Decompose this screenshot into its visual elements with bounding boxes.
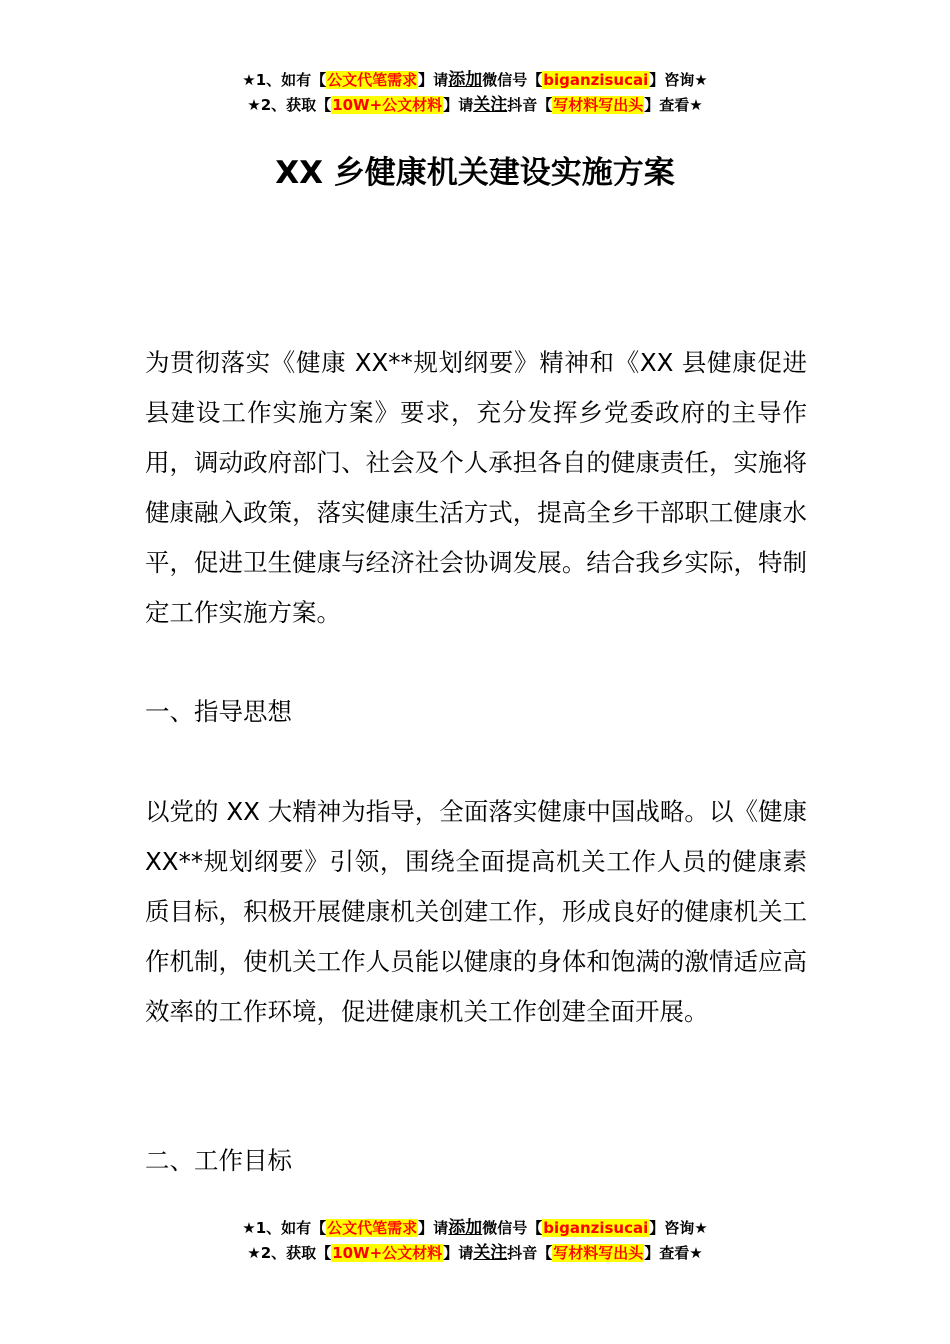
banner-highlight: 10W+公文材料 bbox=[332, 1244, 443, 1262]
banner-highlight: 公文代笔需求 bbox=[327, 71, 418, 89]
section-heading-work-goals: 二、工作目标 bbox=[145, 1146, 292, 1175]
banner-highlight: 公文代笔需求 bbox=[327, 1219, 418, 1237]
banner-line-2: ★2、获取【10W+公文材料】请关注抖音【写材料写出头】查看★ bbox=[247, 95, 703, 115]
banner-line-1: ★1、如有【公文代笔需求】请添加微信号【biganzisucai】咨询★ bbox=[242, 1218, 708, 1238]
banner-emphasis: 添加 bbox=[448, 1218, 483, 1238]
header-banner bbox=[0, 68, 950, 118]
banner-emphasis: 关注 bbox=[473, 95, 508, 115]
banner-highlight: 10W+公文材料 bbox=[332, 96, 443, 114]
banner-highlight: 写材料写出头 bbox=[553, 1244, 644, 1262]
banner-emphasis: 添加 bbox=[448, 70, 483, 90]
section-heading-guiding-principle: 一、指导思想 bbox=[145, 697, 292, 726]
footer-banner bbox=[0, 1216, 950, 1266]
intro-paragraph: 为贯彻落实《健康 XX**规划纲要》精神和《XX 县健康促进县建设工作实施方案》要求，充分发挥乡党委政府的主导作用，调动政府部门、社会及个人承担各自的健康责任，实施将健康融入政策，落实健康生活方式，提高全乡干部职工健康水平，促进卫生健康与经济社会协调发展。结合我乡实际，特制定工作实施方案。 bbox=[145, 348, 807, 627]
banner-line-2: ★2、获取【10W+公文材料】请关注抖音【写材料写出头】查看★ bbox=[247, 1243, 703, 1263]
banner-highlight: biganzisucai bbox=[543, 71, 649, 89]
banner-highlight: biganzisucai bbox=[543, 1219, 649, 1237]
banner-line-1: ★1、如有【公文代笔需求】请添加微信号【biganzisucai】咨询★ bbox=[242, 70, 708, 90]
banner-emphasis: 关注 bbox=[473, 1243, 508, 1263]
document-title: XX 乡健康机关建设实施方案 bbox=[275, 155, 675, 191]
banner-highlight: 写材料写出头 bbox=[553, 96, 644, 114]
section-paragraph-guiding-principle: 以党的 XX 大精神为指导，全面落实健康中国战略。以《健康 XX**规划纲要》引领，围绕全面提高机关工作人员的健康素质目标，积极开展健康机关创建工作，形成良好的健康机关工作机制，使机关工作人员能以健康的身体和饱满的激情适应高效率的工作环境，促进健康机关工作创建全面开展。 bbox=[145, 797, 807, 1026]
